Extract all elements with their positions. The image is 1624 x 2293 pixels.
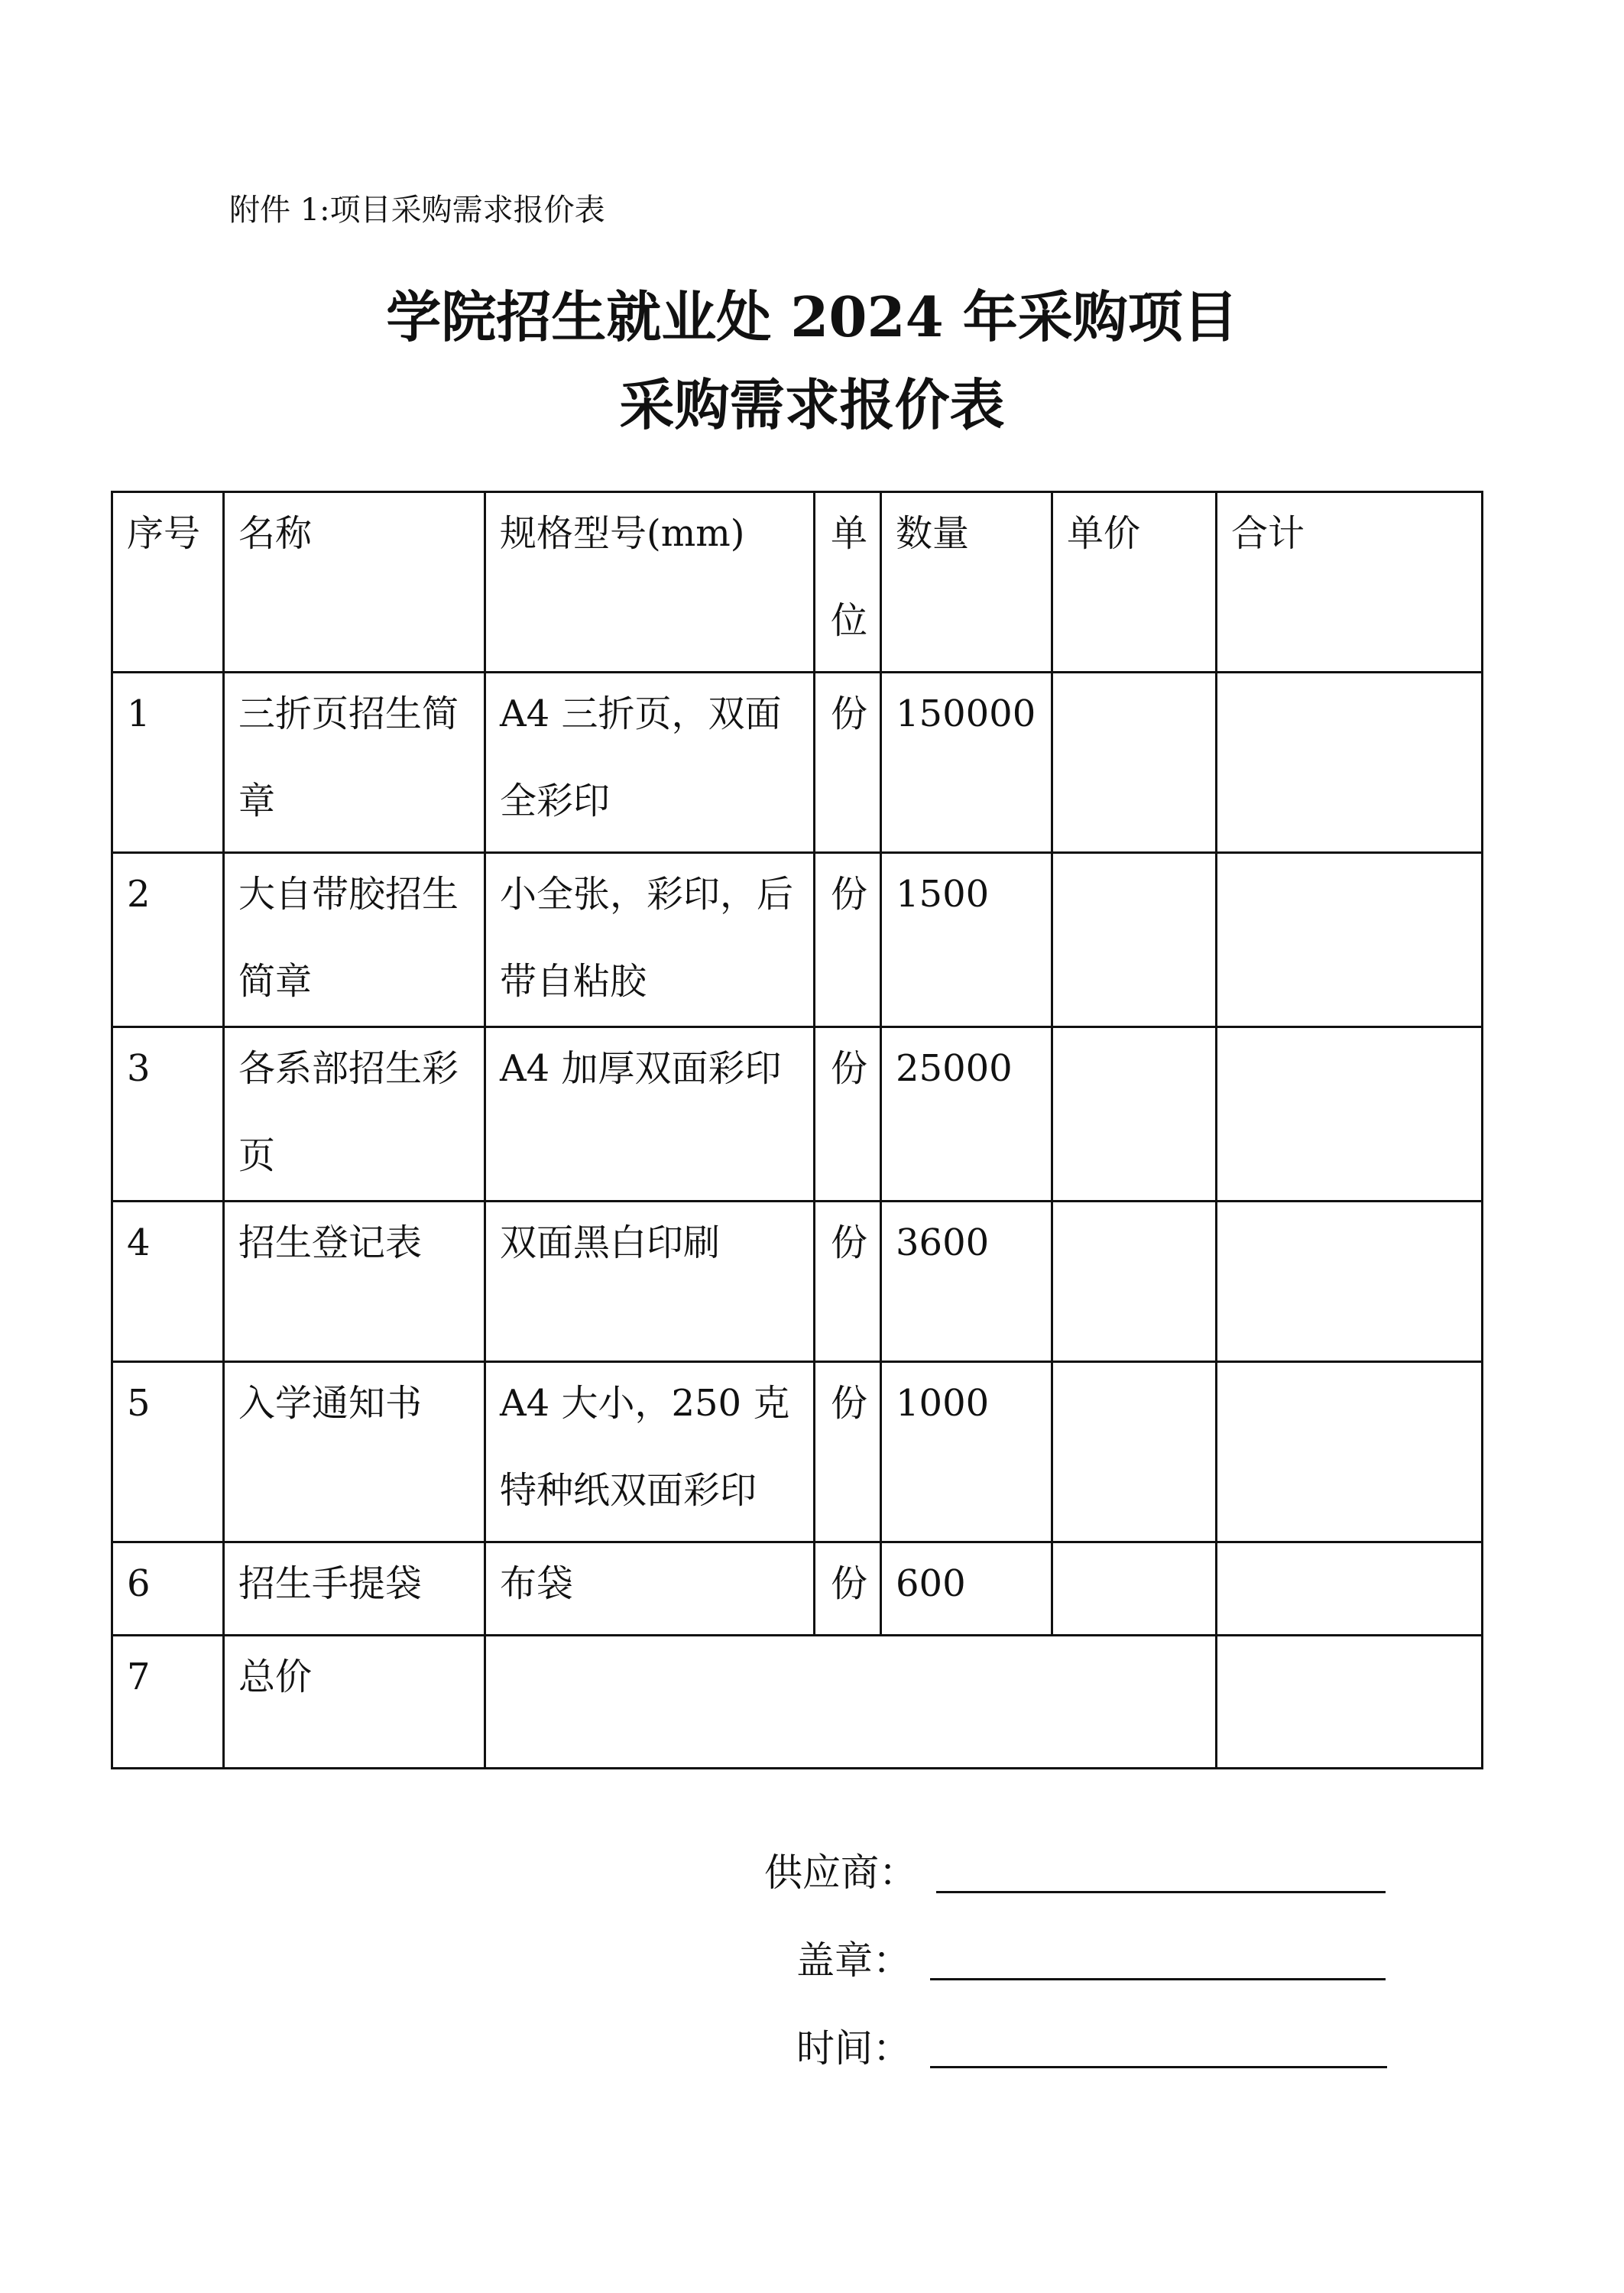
cell-spec: 小全张，彩印，后带自粘胶 (485, 853, 815, 1027)
header-name: 名称 (224, 492, 485, 673)
seal-label: 盖章： (796, 1938, 911, 1983)
cell-unit: 份 (815, 1027, 881, 1202)
cell-spec: A4 三折页，双面全彩印 (485, 673, 815, 853)
cell-total[interactable] (1217, 673, 1483, 853)
header-qty: 数量 (881, 492, 1052, 673)
date-label: 时间： (796, 2026, 911, 2071)
cell-spec: A4 大小，250 克特种纸双面彩印 (485, 1362, 815, 1542)
table-row (112, 853, 1483, 1027)
cell-name: 入学通知书 (224, 1362, 485, 1542)
cell-total[interactable] (1217, 1362, 1483, 1542)
cell-name: 总价 (224, 1636, 485, 1769)
cell-price[interactable] (1052, 1542, 1217, 1636)
cell-unit: 份 (815, 1202, 881, 1362)
cell-qty: 3600 (881, 1202, 1052, 1362)
cell-price[interactable] (1052, 853, 1217, 1027)
cell-qty: 600 (881, 1542, 1052, 1636)
cell-unit: 份 (815, 1542, 881, 1636)
grand-total-cell[interactable] (1217, 1636, 1483, 1769)
cell-unit: 份 (815, 673, 881, 853)
document-title-line2: 采购需求报价表 (619, 372, 1005, 437)
cell-spec: 双面黑白印刷 (485, 1202, 815, 1362)
cell-spec: 布袋 (485, 1542, 815, 1636)
cell-spec: A4 加厚双面彩印 (485, 1027, 815, 1202)
supplier-line[interactable] (936, 1891, 1386, 1893)
cell-qty: 1500 (881, 853, 1052, 1027)
cell-name: 招生登记表 (224, 1202, 485, 1362)
table-header-row (112, 492, 1483, 673)
table-row (112, 1362, 1483, 1542)
header-price: 单价 (1052, 492, 1217, 673)
cell-seq: 7 (112, 1636, 224, 1769)
cell-total[interactable] (1217, 1202, 1483, 1362)
table-row (112, 1202, 1483, 1362)
supplier-label: 供应商： (764, 1850, 917, 1895)
table-row (112, 673, 1483, 853)
total-merged-cell (485, 1636, 1217, 1769)
cell-seq: 1 (112, 673, 224, 853)
date-label-box (688, 2025, 911, 2071)
cell-qty: 25000 (881, 1027, 1052, 1202)
header-spec: 规格型号(mm) (485, 492, 815, 673)
cell-seq: 6 (112, 1542, 224, 1636)
cell-unit: 份 (815, 1362, 881, 1542)
date-line[interactable] (930, 2066, 1387, 2068)
total-row (112, 1636, 1483, 1769)
header-seq: 序号 (112, 492, 224, 673)
cell-price[interactable] (1052, 1362, 1217, 1542)
cell-total[interactable] (1217, 1542, 1483, 1636)
cell-name: 三折页招生简章 (224, 673, 485, 853)
cell-price[interactable] (1052, 1027, 1217, 1202)
document-title-line1: 学院招生就业处 2024 年采购项目 (386, 284, 1238, 349)
quote-table (111, 491, 1483, 1769)
cell-price[interactable] (1052, 673, 1217, 853)
attachment-label: 附件 1:项目采购需求报价表 (229, 193, 605, 228)
cell-total[interactable] (1217, 1027, 1483, 1202)
cell-seq: 3 (112, 1027, 224, 1202)
cell-qty: 150000 (881, 673, 1052, 853)
cell-name: 招生手提袋 (224, 1542, 485, 1636)
table-row (112, 1542, 1483, 1636)
cell-seq: 2 (112, 853, 224, 1027)
header-total: 合计 (1217, 492, 1483, 673)
table-row (112, 1027, 1483, 1202)
header-unit: 单位 (815, 492, 881, 673)
cell-name: 大自带胶招生简章 (224, 853, 485, 1027)
cell-seq: 5 (112, 1362, 224, 1542)
cell-name: 各系部招生彩页 (224, 1027, 485, 1202)
cell-unit: 份 (815, 853, 881, 1027)
seal-line[interactable] (930, 1978, 1386, 1980)
cell-total[interactable] (1217, 853, 1483, 1027)
seal-label-box (688, 1938, 911, 1983)
cell-qty: 1000 (881, 1362, 1052, 1542)
cell-price[interactable] (1052, 1202, 1217, 1362)
supplier-label-box (688, 1850, 917, 1896)
cell-seq: 4 (112, 1202, 224, 1362)
